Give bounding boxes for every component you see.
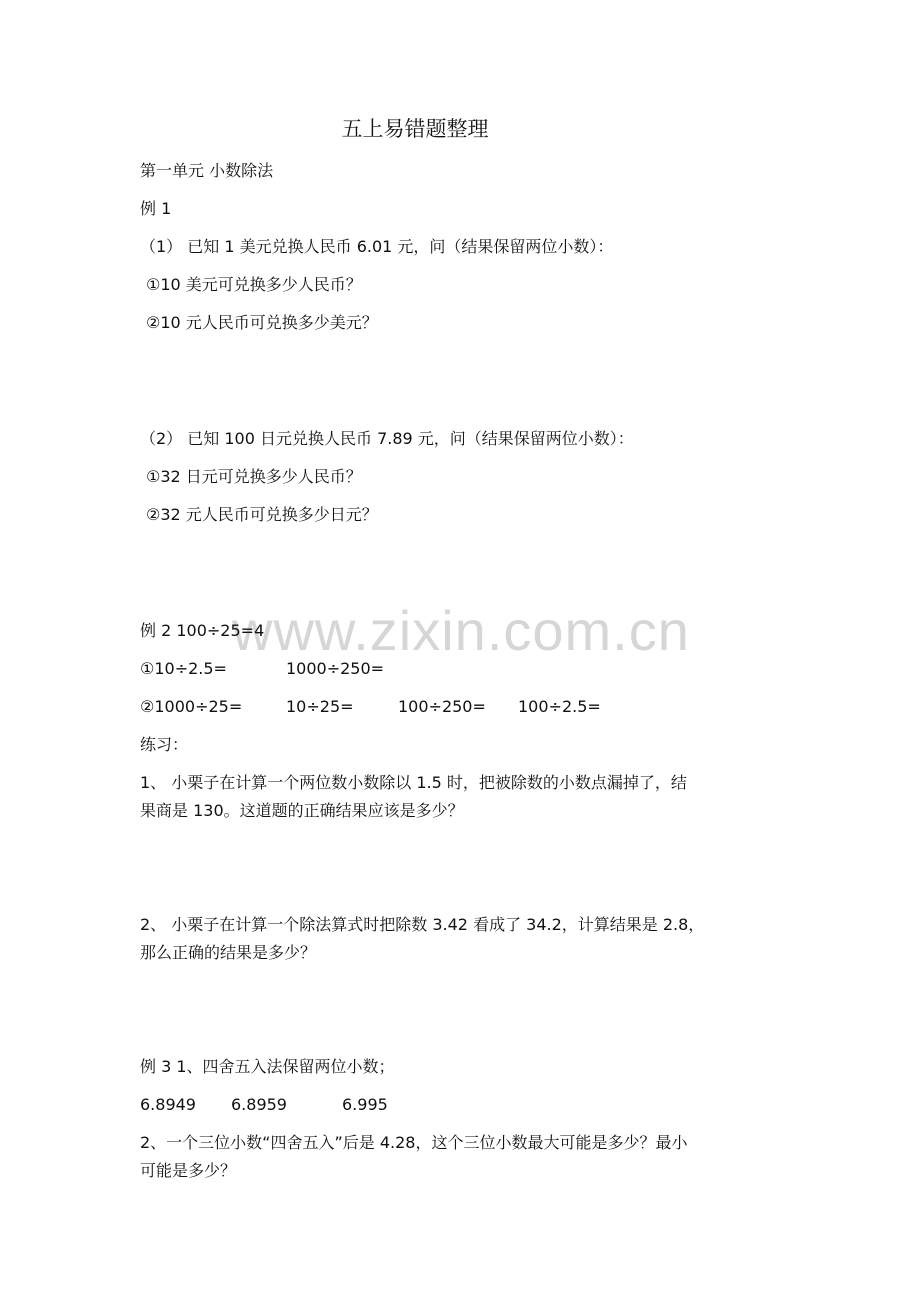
example-1-part-2-stem: （2） 已知 100 日元兑换人民币 7.89 元，问（结果保留两位小数）：	[140, 429, 634, 448]
equation: 100÷2.5=	[518, 697, 601, 716]
equation: 1000÷250=	[286, 659, 385, 678]
unit-heading: 第一单元 小数除法	[140, 161, 274, 180]
equation: 10÷25=	[286, 697, 354, 716]
watermark: www.zixin.com.cn	[232, 599, 690, 662]
number: 6.995	[342, 1095, 388, 1114]
example-1-label: 例 1	[140, 199, 172, 218]
practice-q2-line-1: 2、 小栗子在计算一个除法算式时把除数 3.42 看成了 34.2，计算结果是 2.8，	[140, 915, 705, 934]
example-1-part-1-q1: ①10 美元可兑换多少人民币？	[146, 275, 362, 294]
practice-q1-line-1: 1、 小栗子在计算一个两位数小数除以 1.5 时，把被除数的小数点漏掉了，结	[140, 773, 687, 792]
example-1-part-1-stem: （1） 已知 1 美元兑换人民币 6.01 元，问（结果保留两位小数）：	[140, 237, 614, 256]
example-1-part-2-q2: ②32 元人民币可兑换多少日元？	[146, 505, 378, 524]
equation: ②1000÷25=	[140, 697, 243, 716]
number: 6.8949	[140, 1095, 196, 1114]
number: 6.8959	[231, 1095, 287, 1114]
practice-label: 练习：	[140, 735, 189, 754]
example-1-part-2-q1: ①32 日元可兑换多少人民币？	[146, 467, 362, 486]
example-3-q2-line-2: 可能是多少？	[140, 1161, 237, 1180]
example-2-label: 例 2 100÷25=4	[140, 621, 265, 640]
equation: ①10÷2.5=	[140, 659, 227, 678]
page-title: 五上易错题整理	[341, 117, 489, 141]
practice-q2-line-2: 那么正确的结果是多少？	[140, 943, 317, 962]
practice-q1-line-2: 果商是 130。这道题的正确结果应该是多少？	[140, 801, 464, 820]
example-3-label: 例 3 1、四舍五入法保留两位小数；	[140, 1057, 395, 1076]
equation: 100÷250=	[398, 697, 486, 716]
example-1-part-1-q2: ②10 元人民币可兑换多少美元？	[146, 313, 378, 332]
example-3-q2-line-1: 2、一个三位小数“四舍五入”后是 4.28，这个三位小数最大可能是多少？最小	[140, 1133, 688, 1152]
